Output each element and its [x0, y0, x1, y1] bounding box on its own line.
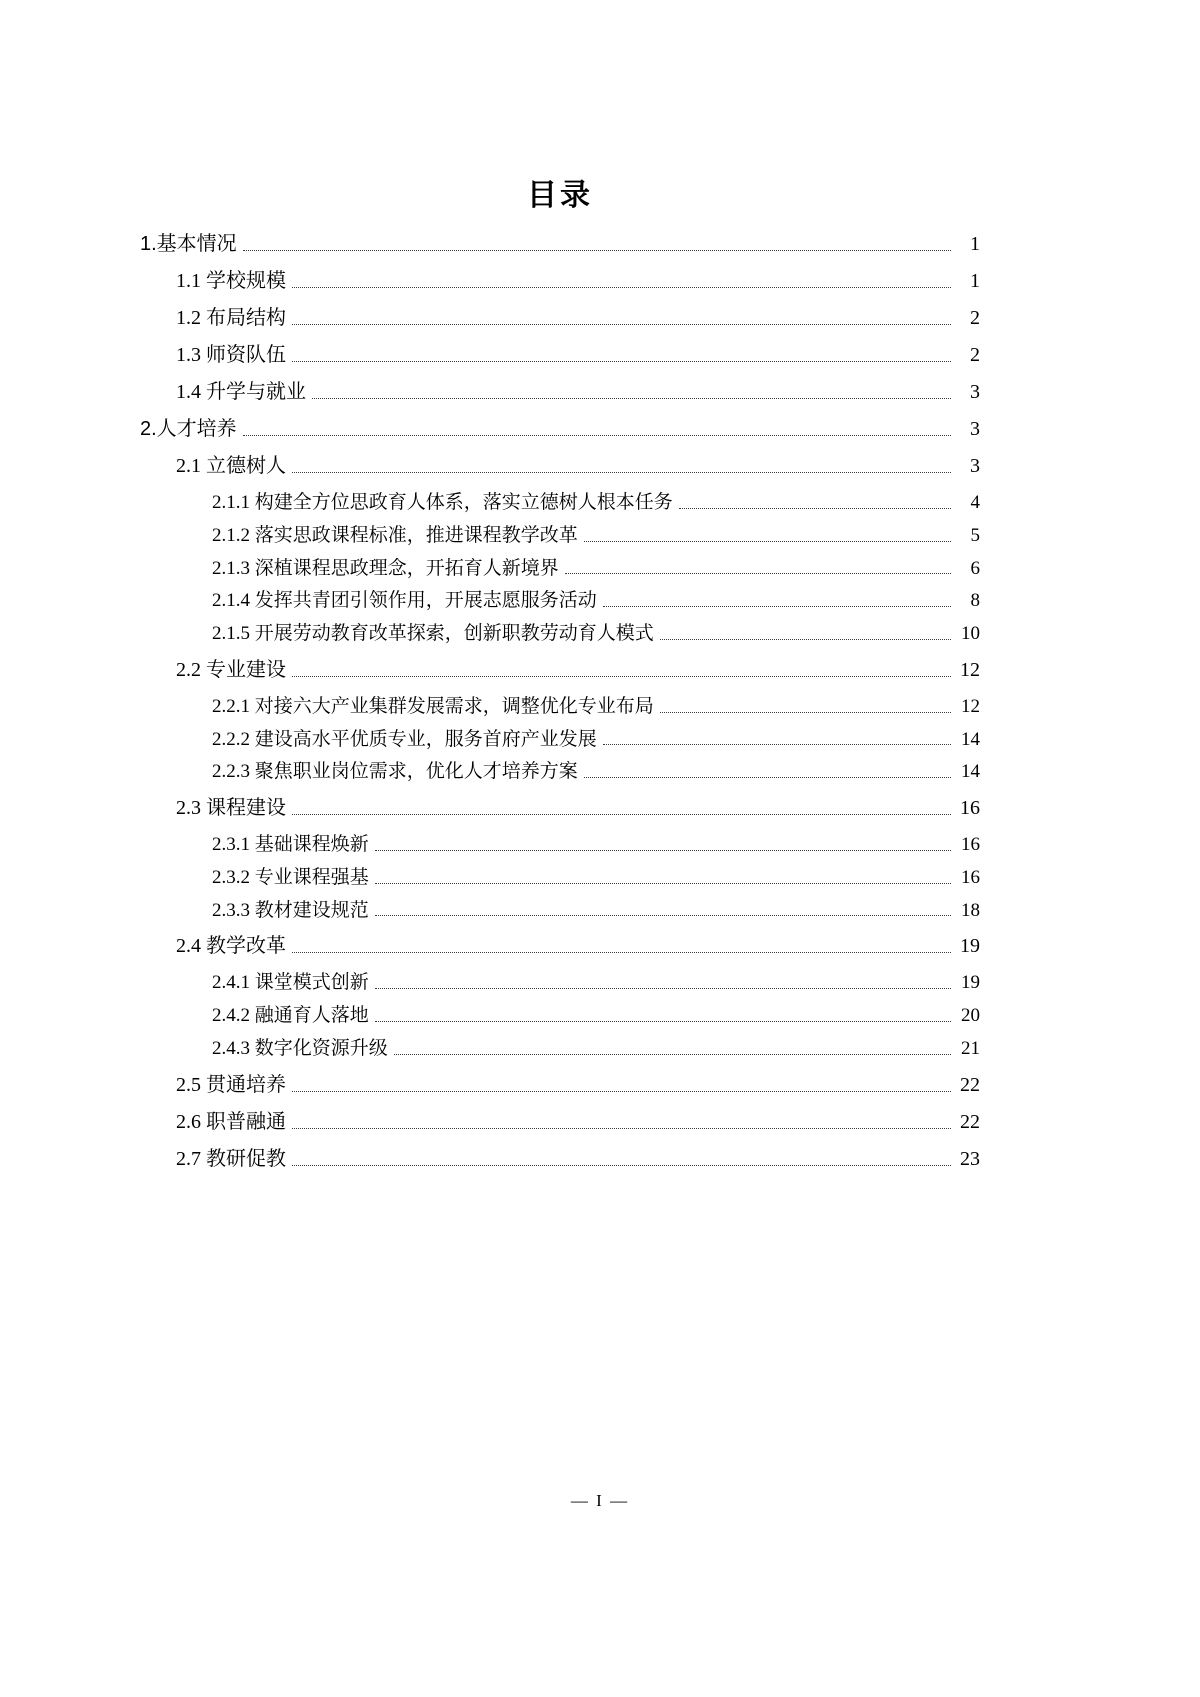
toc-entry[interactable]	[176, 1073, 980, 1098]
toc-entry[interactable]	[212, 491, 980, 515]
toc-leader-dots	[292, 1164, 951, 1166]
toc-entry[interactable]	[212, 695, 980, 719]
toc-leader-dots	[660, 638, 951, 640]
toc-leader-dots	[584, 540, 951, 542]
toc-entry-page-number: 16	[960, 797, 980, 819]
toc-entry[interactable]	[176, 343, 980, 368]
toc-leader-dots	[603, 605, 951, 607]
toc-entry[interactable]	[176, 306, 980, 331]
toc-entry[interactable]	[176, 269, 980, 294]
toc-leader-dots	[292, 360, 951, 362]
toc-leader-dots	[243, 249, 951, 251]
toc-entry-page-number: 18	[961, 899, 980, 921]
toc-entry-label: 2.1.5 开展劳动教育改革探索，创新职教劳动育人模式	[212, 623, 654, 644]
toc-entry-page-number: 12	[960, 658, 980, 681]
toc-entry[interactable]	[212, 833, 980, 857]
toc-entry-label: 2.6 职普融通	[176, 1110, 286, 1133]
toc-leader-dots	[679, 507, 951, 509]
toc-entry-page-number: 19	[960, 935, 980, 958]
toc-leader-dots	[375, 914, 951, 916]
toc-entry-label: 2.2.1 对接六大产业集群发展需求，调整优化专业布局	[212, 695, 654, 717]
toc-entry-label: 2.4.3 数字化资源升级	[212, 1037, 388, 1059]
toc-entry-label: 2.1.2 落实思政课程标准，推进课程教学改革	[212, 524, 578, 546]
toc-leader-dots	[584, 776, 951, 778]
toc-leader-dots	[292, 1127, 951, 1129]
toc-entry[interactable]	[212, 524, 980, 548]
toc-entry[interactable]	[212, 899, 980, 923]
toc-entry-page-number: 22	[960, 1110, 980, 1133]
toc-entry[interactable]	[212, 728, 980, 752]
toc-entry-label: 2.2.3 聚焦职业岗位需求，优化人才培养方案	[212, 761, 578, 783]
toc-entry-page-number: 16	[961, 866, 980, 888]
toc-entry-label: 2.2.2 建设高水平优质专业，服务首府产业发展	[212, 728, 597, 750]
toc-entry-label: 2.1.3 深植课程思政理念，开拓育人新境界	[212, 557, 559, 579]
toc-entry-label: 2.4.2 融通育人落地	[212, 1005, 369, 1026]
toc-entry-page-number: 8	[970, 590, 980, 612]
toc-leader-dots	[292, 1090, 951, 1092]
page-footer: — I —	[570, 1491, 630, 1510]
toc-leader-dots	[603, 743, 951, 745]
toc-entry-page-number: 5	[970, 524, 980, 546]
toc-entry-label: 2.1.1 构建全方位思政育人体系，落实立德树人根本任务	[212, 492, 673, 513]
toc-entry-label: 2.3.2 专业课程强基	[212, 866, 369, 888]
toc-entry-page-number: 23	[960, 1147, 980, 1170]
toc-entry-label: 2.2 专业建设	[176, 658, 286, 681]
toc-leader-dots	[375, 849, 951, 851]
toc-entry-page-number: 4	[970, 492, 980, 513]
toc-leader-dots	[375, 987, 951, 989]
toc-entry[interactable]	[212, 760, 980, 784]
toc-entry-page-number: 21	[961, 1037, 980, 1059]
toc-entry-page-number: 2	[970, 307, 980, 329]
toc-leader-dots	[375, 882, 951, 884]
toc-entry[interactable]	[176, 934, 980, 959]
toc-entry-page-number: 3	[970, 418, 980, 440]
toc-entry-label: 2.5 贯通培养	[176, 1073, 286, 1096]
toc-entry-page-number: 14	[961, 761, 980, 783]
toc-entry[interactable]	[176, 1147, 980, 1172]
page-title: 目录	[527, 179, 593, 212]
toc-entry-label: 2.7 教研促教	[176, 1147, 286, 1170]
toc-entry[interactable]	[212, 866, 980, 890]
toc-entry-label: 2.3.3 教材建设规范	[212, 899, 369, 921]
toc-entry[interactable]	[176, 454, 980, 479]
toc-leader-dots	[292, 675, 951, 677]
toc-entry-page-number: 12	[961, 695, 980, 717]
page-content	[140, 0, 980, 1184]
toc-entry-label: 1.2 布局结构	[176, 307, 286, 329]
toc-leader-dots	[660, 711, 951, 713]
toc-entry-label: 1.3 师资队伍	[176, 344, 286, 366]
toc-entry-page-number: 14	[961, 728, 980, 750]
toc-leader-dots	[243, 434, 951, 436]
toc-entry[interactable]	[176, 658, 980, 683]
toc-entry-page-number: 19	[961, 972, 980, 994]
toc-entry-page-number: 10	[961, 623, 980, 644]
toc-entry-label: 2.1.4 发挥共青团引领作用，开展志愿服务活动	[212, 590, 597, 612]
toc-entry[interactable]	[176, 796, 980, 821]
toc-leader-dots	[375, 1020, 951, 1022]
toc-entry[interactable]	[212, 971, 980, 995]
toc-entry-label: 1.4 升学与就业	[176, 381, 306, 403]
toc-entry-page-number: 20	[961, 1005, 980, 1026]
table-of-contents	[140, 232, 980, 1172]
toc-entry[interactable]	[212, 622, 980, 646]
toc-entry-page-number: 16	[961, 834, 980, 855]
toc-entry-page-number: 22	[960, 1073, 980, 1096]
toc-entry-label: 2.3 课程建设	[176, 797, 286, 819]
toc-entry[interactable]	[212, 589, 980, 613]
toc-leader-dots	[292, 471, 951, 473]
toc-entry-page-number: 6	[970, 557, 980, 579]
toc-entry-page-number: 3	[970, 381, 980, 403]
toc-leader-dots	[394, 1053, 951, 1055]
toc-entry-label: 1.1 学校规模	[176, 270, 286, 292]
toc-entry[interactable]	[176, 1110, 980, 1135]
toc-entry-label: 2.1 立德树人	[176, 455, 286, 477]
toc-entry-label: 2.人才培养	[140, 418, 237, 440]
toc-entry[interactable]	[212, 1004, 980, 1028]
toc-entry[interactable]	[140, 417, 980, 442]
toc-leader-dots	[312, 397, 951, 399]
toc-entry-page-number: 1	[970, 233, 980, 255]
toc-entry[interactable]	[140, 232, 980, 257]
toc-entry[interactable]	[212, 557, 980, 581]
toc-entry-label: 2.4.1 课堂模式创新	[212, 972, 369, 994]
toc-leader-dots	[292, 286, 951, 288]
toc-leader-dots	[292, 323, 951, 325]
toc-leader-dots	[292, 951, 951, 953]
toc-entry-page-number: 3	[970, 455, 980, 477]
toc-entry-label: 1.基本情况	[140, 233, 237, 255]
toc-entry-label: 2.4 教学改革	[176, 935, 286, 958]
toc-leader-dots	[565, 572, 951, 574]
toc-entry[interactable]	[212, 1037, 980, 1061]
toc-leader-dots	[292, 813, 951, 815]
toc-entry-page-number: 2	[970, 344, 980, 366]
toc-entry-page-number: 1	[970, 270, 980, 292]
toc-entry-label: 2.3.1 基础课程焕新	[212, 834, 369, 855]
toc-entry[interactable]	[176, 380, 980, 405]
